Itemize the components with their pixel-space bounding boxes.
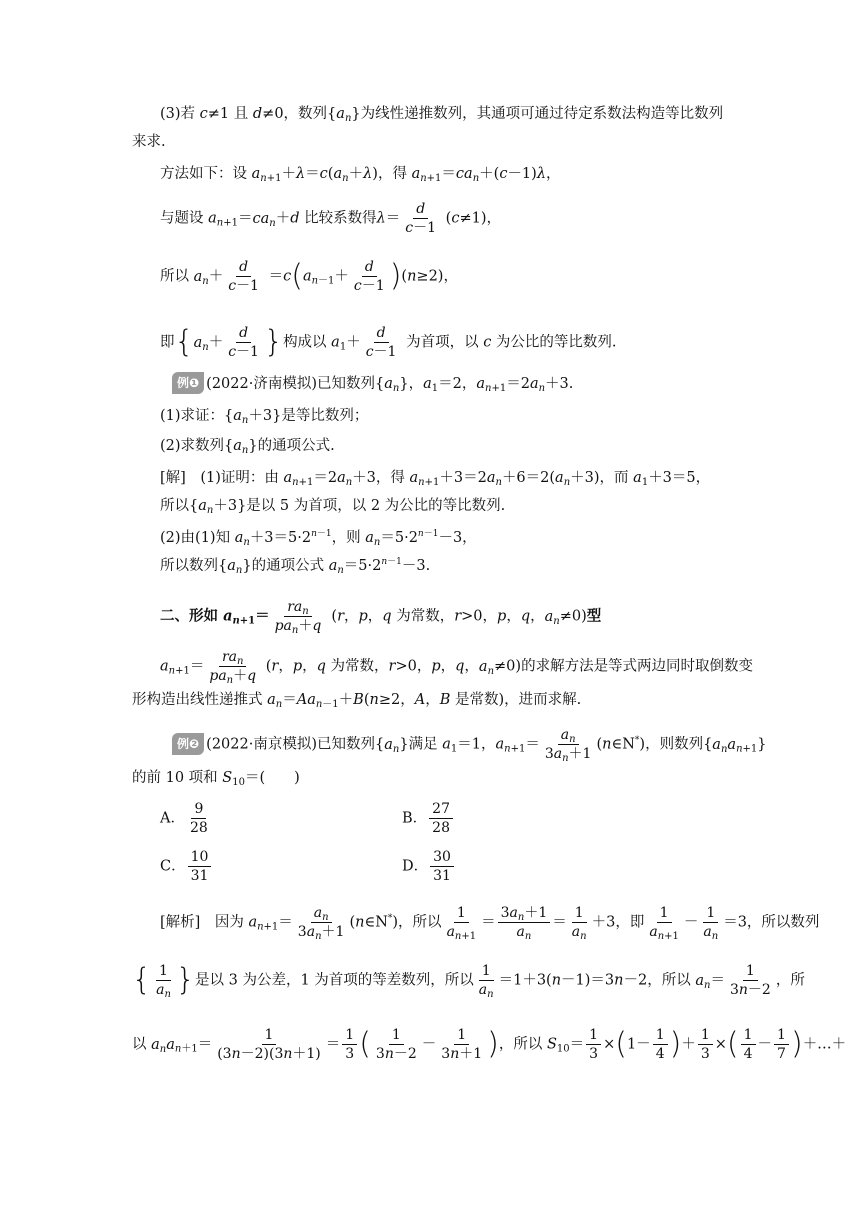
option-a[interactable]: A． $\frac{9}{28}$ — [160, 801, 208, 836]
option-d[interactable]: D． $\frac{30}{31}$ — [402, 848, 456, 885]
example1-stem: 例❶ (2022·济南模拟)已知数列$\{a_n\}$，$a_1=2$，$a_{n+1}=2a_n+3$. — [172, 372, 573, 394]
example1-q1: (1)求证：$\{a_n+3\}$是等比数列； — [160, 408, 369, 426]
option-b[interactable]: B． $\frac{27}{28}$ — [402, 800, 455, 837]
so-line: 所以 $a_n+$ $\frac{d}{c-1}$ $=c(a_{n-1}+$ $\frac{d}{c-1}$ )(n≥2)， — [160, 258, 458, 294]
example1-badge: 例❶ — [172, 372, 204, 394]
example1-sol4: 所以数列$\{a_n\}$的通项公式 $a_n=5\cdot 2^{n-1}-3$. — [160, 557, 431, 576]
example2-sol3: 以 $a_na_{n+1}=$ $\frac{1}{(3n-2)(3n+1)}$ ＝ $\frac{1}{3}$ ( $\frac{1}{3n-2}$ － $\frac{1}{3n+1}$ )，所以 $S_{10}=$ $\frac{1}{3}$ ×(1－ $\frac{1}{4}$ )＋ $\frac{1}{3}$ ×( $\frac{1}{4}$ － $\frac{1}{7}$ )＋…＋ — [132, 1026, 847, 1062]
example1-sol2: 所以$\{a_n+3\}$是以 5 为首项，以 2 为公比的等比数列. — [160, 498, 506, 516]
compare-line: 与题设 $a_{n+1}=ca_n+d$ 比较系数得λ＝ $\frac{d}{c-1}$ (c≠1)， — [160, 201, 502, 236]
example1-sol3: (2)由(1)知 $a_n+3=5\cdot 2^{n-1}$，则 $a_n=5\cdot 2^{n-1}-3$， — [160, 529, 477, 548]
geo-line: 即{$a_n+$ $\frac{d}{c-1}$ }构成以 $a_1+$ $\frac{d}{c-1}$ 为首项，以 c 为公比的等比数列. — [160, 324, 617, 360]
example2-sol1: [解析] 因为 $a_{n+1}=$ $\frac{a_n}{3a_n+1}$ (n∈N*)，所以 $\frac{1}{a_{n+1}}$ ＝ $\frac{3a_n+1}{a_n}$ ＝ $\frac{1}{a_n}$ ＋3，即 $\frac{1}{a_{n+1}}$ － $\frac{1}{a_n}$ ＝3，所以数列 — [160, 905, 820, 942]
example2-badge: 例❷ — [172, 733, 204, 755]
sec3-line1: (3)若 c≠1 且 d≠0，数列$\{a_n\}$为线性递推数列，其通项可通过待定系数法构造等比数列 — [160, 106, 724, 124]
example2-stem2: 的前 10 项和 $S_{10}=$( ) — [132, 770, 300, 788]
method-line: 方法如下：设 $a_{n+1}+\lambda=c(a_n+\lambda)$，得 $a_{n+1}=ca_n+(c-1)\lambda$， — [160, 166, 561, 184]
section2-para1: $a_{n+1}=$ $\frac{ra_n}{pa_n+q}$ (r，p，q 为常数，r>0，p，q，$a_n\ne 0$)的求解方法是等式两边同时取倒数变 — [160, 649, 754, 686]
option-c[interactable]: C． $\frac{10}{31}$ — [160, 848, 213, 885]
example1-q2: (2)求数列$\{a_n\}$的通项公式. — [160, 438, 335, 456]
example2-sol2: { $\frac{1}{a_n}$ }是以 3 为公差，1 为首项的等差数列，所以 $\frac{1}{a_n}$ ＝1＋3(n－1)＝3n－2，所以 $a_n=$ $\frac{1}{3n-2}$ ，所 — [132, 962, 805, 1000]
section2-heading: 二、形如 $a_{n+1}=$ $\frac{ra_n}{pa_n+q}$ (r，p，q 为常数，r>0，p，q，$a_n\ne 0$)型 — [160, 599, 602, 636]
sec3-line2: 来求. — [132, 134, 166, 150]
example1-sol1: [解] (1)证明：由 $a_{n+1}=2a_n+3$，得 $a_{n+1}+3=2a_n+6=2(a_n+3)$，而 $a_1+3=5$， — [160, 470, 711, 488]
section2-para2: 形构造出线性递推式 $a_n=Aa_{n-1}+B(n\ge 2$，A，B 是常数)，进而求解. — [132, 692, 582, 710]
example2-stem: 例❷ (2022·南京模拟)已知数列$\{a_n\}$满足 $a_1=1$，$a_{n+1}=$ $\frac{a_n}{3a_n+1}$ (n∈N*)，则数列$\{a_na_{n+1}\}$ — [172, 726, 767, 763]
